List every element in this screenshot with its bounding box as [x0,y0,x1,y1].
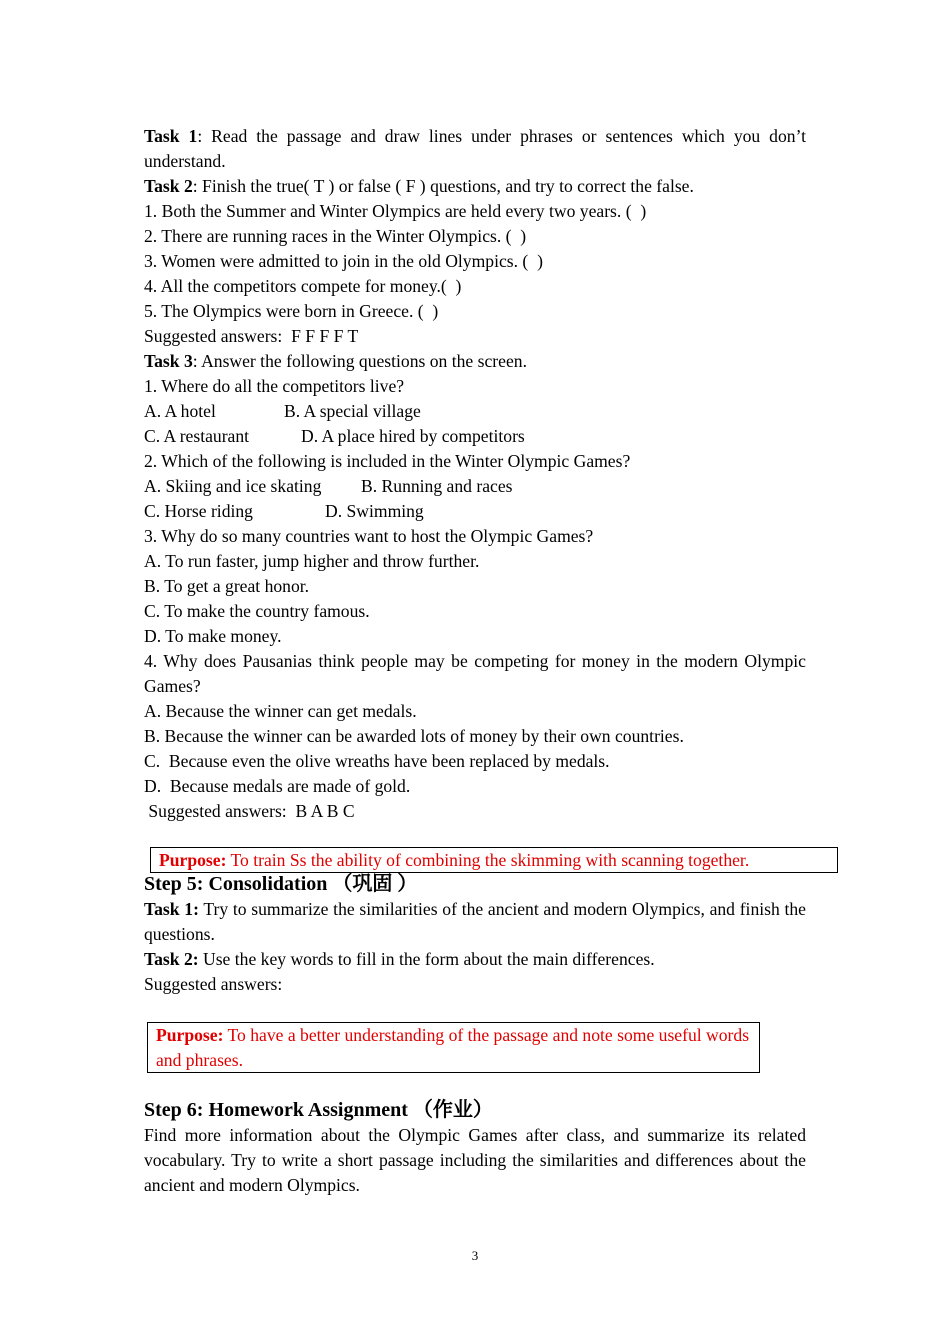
option: B. Because the winner can be awarded lots of money by their own countries. [144,726,684,746]
question-1-options-ab [144,399,806,424]
step6-title: Step 6: Homework Assignment [144,1099,408,1121]
step5-task2-text: Use the key words to fill in the form about the main differences. [198,949,655,969]
step5-suggested-answers: Suggested answers: [144,974,283,994]
option: A. To run faster, jump higher and throw further. [144,551,480,571]
purpose-box-1 [150,847,838,873]
option: C. Horse riding [144,501,253,521]
task2-text: : Finish the true( T ) or false ( F ) questions, and try to correct the false. [192,176,694,196]
question-1-options-cd [144,424,806,449]
step5-task1-label: Task 1: [144,899,199,919]
option: A. A hotel [144,401,216,421]
step5-task2 [144,947,806,972]
task1-text: : Read the passage and draw lines under phrases or sentences which you don’t understand. [144,126,806,171]
option: D. Swimming [325,501,424,521]
step6-section [144,1098,806,1198]
question-3: 3. Why do so many countries want to host the Olympic Games? [144,526,594,546]
purpose-text: To train Ss the ability of combining the skimming with scanning together. [226,850,750,870]
option: C. To make the country famous. [144,601,370,621]
step5-section [144,872,806,997]
option: A. Because the winner can get medals. [144,701,417,721]
option: B. A special village [284,401,421,421]
option: D. A place hired by competitors [301,426,525,446]
task3-text: : Answer the following questions on the screen. [192,351,527,371]
tf-item: 3. Women were admitted to join in the old Olympics. ( ) [144,251,543,271]
step5-cn: （巩固 ） [332,873,418,895]
question-1: 1. Where do all the competitors live? [144,376,405,396]
question-4: 4. Why does Pausanias think people may be competing for money in the modern Olympic Games? [144,651,806,696]
option: B. To get a great honor. [144,576,310,596]
step6-heading [144,1098,806,1123]
task3-paragraph [144,349,806,374]
purpose-box-2 [147,1022,760,1073]
question-2-options-cd [144,499,806,524]
homework-paragraph: Find more information about the Olympic Games after class, and summarize its related vocabulary. Try to write a short passage including the similarities and differences about the ancient and modern Olympics. [144,1125,806,1195]
question-suggested-answers: Suggested answers: B A B C [144,801,355,821]
step5-heading [144,872,806,897]
step5-task2-label: Task 2: [144,949,199,969]
task2-label: Task 2 [144,176,193,196]
option: D. Because medals are made of gold. [144,776,411,796]
task1-label: Task 1 [144,126,198,146]
step5-task1 [144,897,806,947]
option: C. A restaurant [144,426,250,446]
task1-paragraph [144,124,806,174]
purpose-text: To have a better understanding of the passage and note some useful words and phrases. [156,1025,750,1070]
purpose-label: Purpose: [159,850,227,870]
option: C. Because even the olive wreaths have been replaced by medals. [144,751,610,771]
tf-item: 2. There are running races in the Winter Olympics. ( ) [144,226,527,246]
tf-item: 4. All the competitors compete for money.( ) [144,276,462,296]
tf-item: 1. Both the Summer and Winter Olympics are held every two years. ( ) [144,201,647,221]
option: A. Skiing and ice skating [144,476,322,496]
page-number: 3 [471,1248,479,1263]
task3-label: Task 3 [144,351,193,371]
step6-cn: （作业） [412,1099,493,1121]
step5-title: Step 5: Consolidation [144,873,328,895]
tf-item: 5. The Olympics were born in Greece. ( ) [144,301,439,321]
question-2-options-ab [144,474,806,499]
question-2: 2. Which of the following is included in the Winter Olympic Games? [144,451,631,471]
option: B. Running and races [361,476,513,496]
document-body [144,124,806,824]
option: D. To make money. [144,626,282,646]
tf-suggested-answers: Suggested answers: F F F F T [144,326,359,346]
purpose-label: Purpose: [156,1025,224,1045]
task2-paragraph [144,174,806,199]
step5-task1-text: Try to summarize the similarities of the ancient and modern Olympics, and finish the questions. [144,899,806,944]
